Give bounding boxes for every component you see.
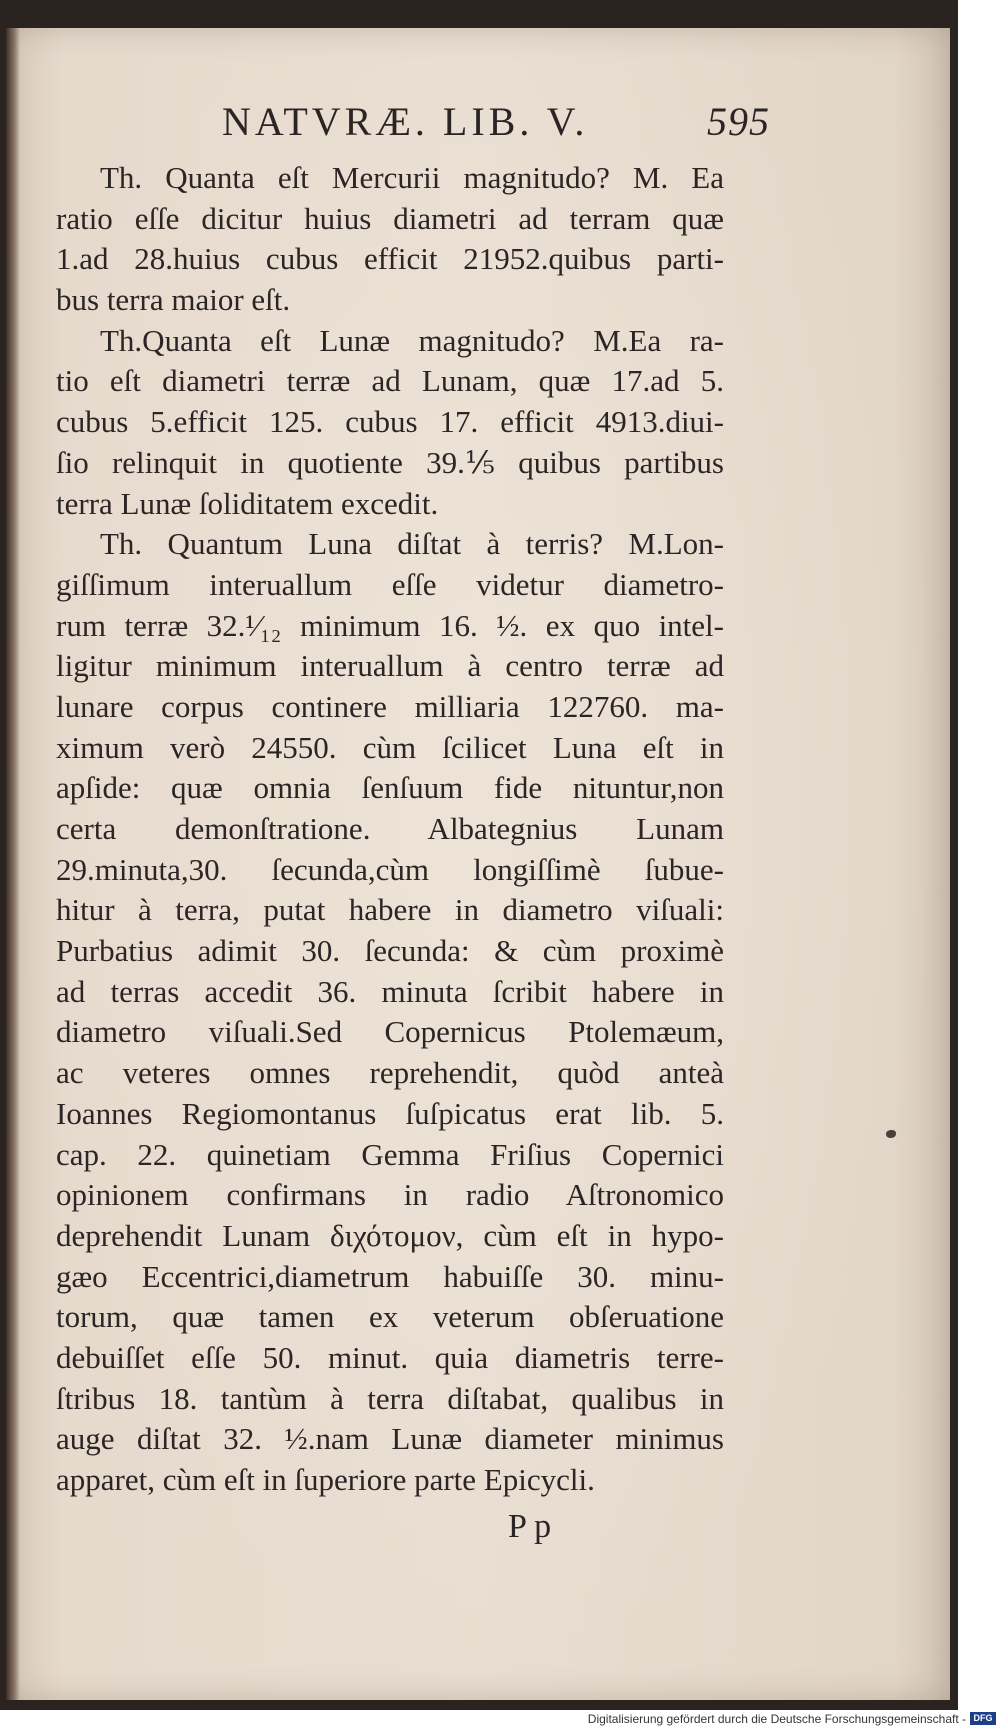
body-text	[56, 158, 724, 1501]
text-line: diametro viſuali.Sed Copernicus Ptolemæum,	[56, 1014, 724, 1050]
page-gutter	[6, 28, 20, 1700]
text-line: ac veteres omnes reprehendit, quòd anteà	[56, 1055, 724, 1091]
text-line: ximum verò 24550. cùm ſcilicet Luna eſt in	[56, 729, 724, 765]
text-line: Purbatius adimit 30. ſecunda: & cùm proximè	[56, 933, 724, 969]
text-line: torum, quæ tamen ex veterum obſeruatione	[56, 1299, 724, 1335]
text-line: ratio eſſe dicitur huius diametri ad terram quæ	[56, 200, 724, 236]
text-line: ſtribus 18. tantùm à terra diſtabat, qualibus in	[56, 1380, 724, 1416]
text-line: ligitur minimum interuallum à centro terræ ad	[56, 648, 724, 684]
book-page	[6, 28, 950, 1700]
text-line: ſio relinquit in quotiente 39.⅕ quibus partibus	[56, 444, 724, 480]
text-line: lunare corpus continere milliaria 122760. ma-	[56, 688, 724, 724]
text-line: 29.minuta,30. ſecunda,cùm longiſſimè ſubue-	[56, 851, 724, 887]
digitization-footer	[0, 1708, 1000, 1728]
text-line: certa demonſtratione. Albategnius Lunam	[56, 811, 724, 846]
text-line: 1.ad 28.huius cubus efficit 21952.quibus parti-	[56, 241, 724, 277]
text-line: hitur à terra, putat habere in diametro viſuali:	[56, 892, 724, 928]
text-line: cubus 5.efficit 125. cubus 17. efficit 4913.diui-	[56, 404, 724, 440]
text-line: Th. Quanta eſt Mercurii magnitudo? M. Ea	[100, 160, 724, 195]
text-line: cap. 22. quinetiam Gemma Friſius Copernici	[56, 1136, 724, 1172]
text-line: apparet, cùm eſt in ſuperiore parte Epicycli.	[56, 1462, 595, 1497]
running-title: NATVRÆ. LIB. V.	[222, 99, 589, 144]
text-line: Th.Quanta eſt Lunæ magnitudo? M.Ea ra-	[100, 322, 724, 358]
footer-text: Digitalisierung gefördert durch die Deutsche Forschungsgemeinschaft -	[587, 1712, 966, 1726]
text-line: opinionem confirmans in radio Aſtronomico	[56, 1177, 724, 1213]
text-line: terra Lunæ ſoliditatem excedit.	[56, 485, 439, 521]
dfg-logo: DFG	[970, 1712, 996, 1725]
text-line: debuiſſet eſſe 50. minut. quia diametris terre-	[56, 1339, 724, 1375]
text-line: auge diſtat 32. ½.nam Lunæ diameter minimus	[56, 1421, 724, 1457]
text-line: apſide: quæ omnia ſenſuum fide nituntur,non	[56, 770, 724, 806]
text-line: ad terras accedit 36. minuta ſcribit habere in	[56, 973, 724, 1009]
page-number: 595	[707, 99, 770, 144]
text-line: gæo Eccentrici,diametrum habuiſſe 30. minu-	[56, 1258, 724, 1294]
text-line: deprehendit Lunam διχότομον, cùm eſt in hypo-	[56, 1217, 724, 1253]
signature-mark: P p	[508, 1508, 552, 1545]
ink-speck	[886, 1130, 896, 1138]
running-header	[222, 98, 770, 144]
text-line: Ioannes Regiomontanus ſuſpicatus erat lib. 5.	[56, 1095, 724, 1131]
text-line: tio eſt diametri terræ ad Lunam, quæ 17.ad 5.	[56, 363, 724, 399]
text-line: Th. Quantum Luna diſtat à terris? M.Lon-	[100, 526, 724, 562]
text-line: bus terra maior eſt.	[56, 282, 291, 318]
text-line: giſſimum interuallum eſſe videtur diametro-	[56, 566, 724, 602]
text-line: rum terræ 32.¹⁄₁₂ minimum 16. ½. ex quo intel-	[56, 607, 724, 643]
